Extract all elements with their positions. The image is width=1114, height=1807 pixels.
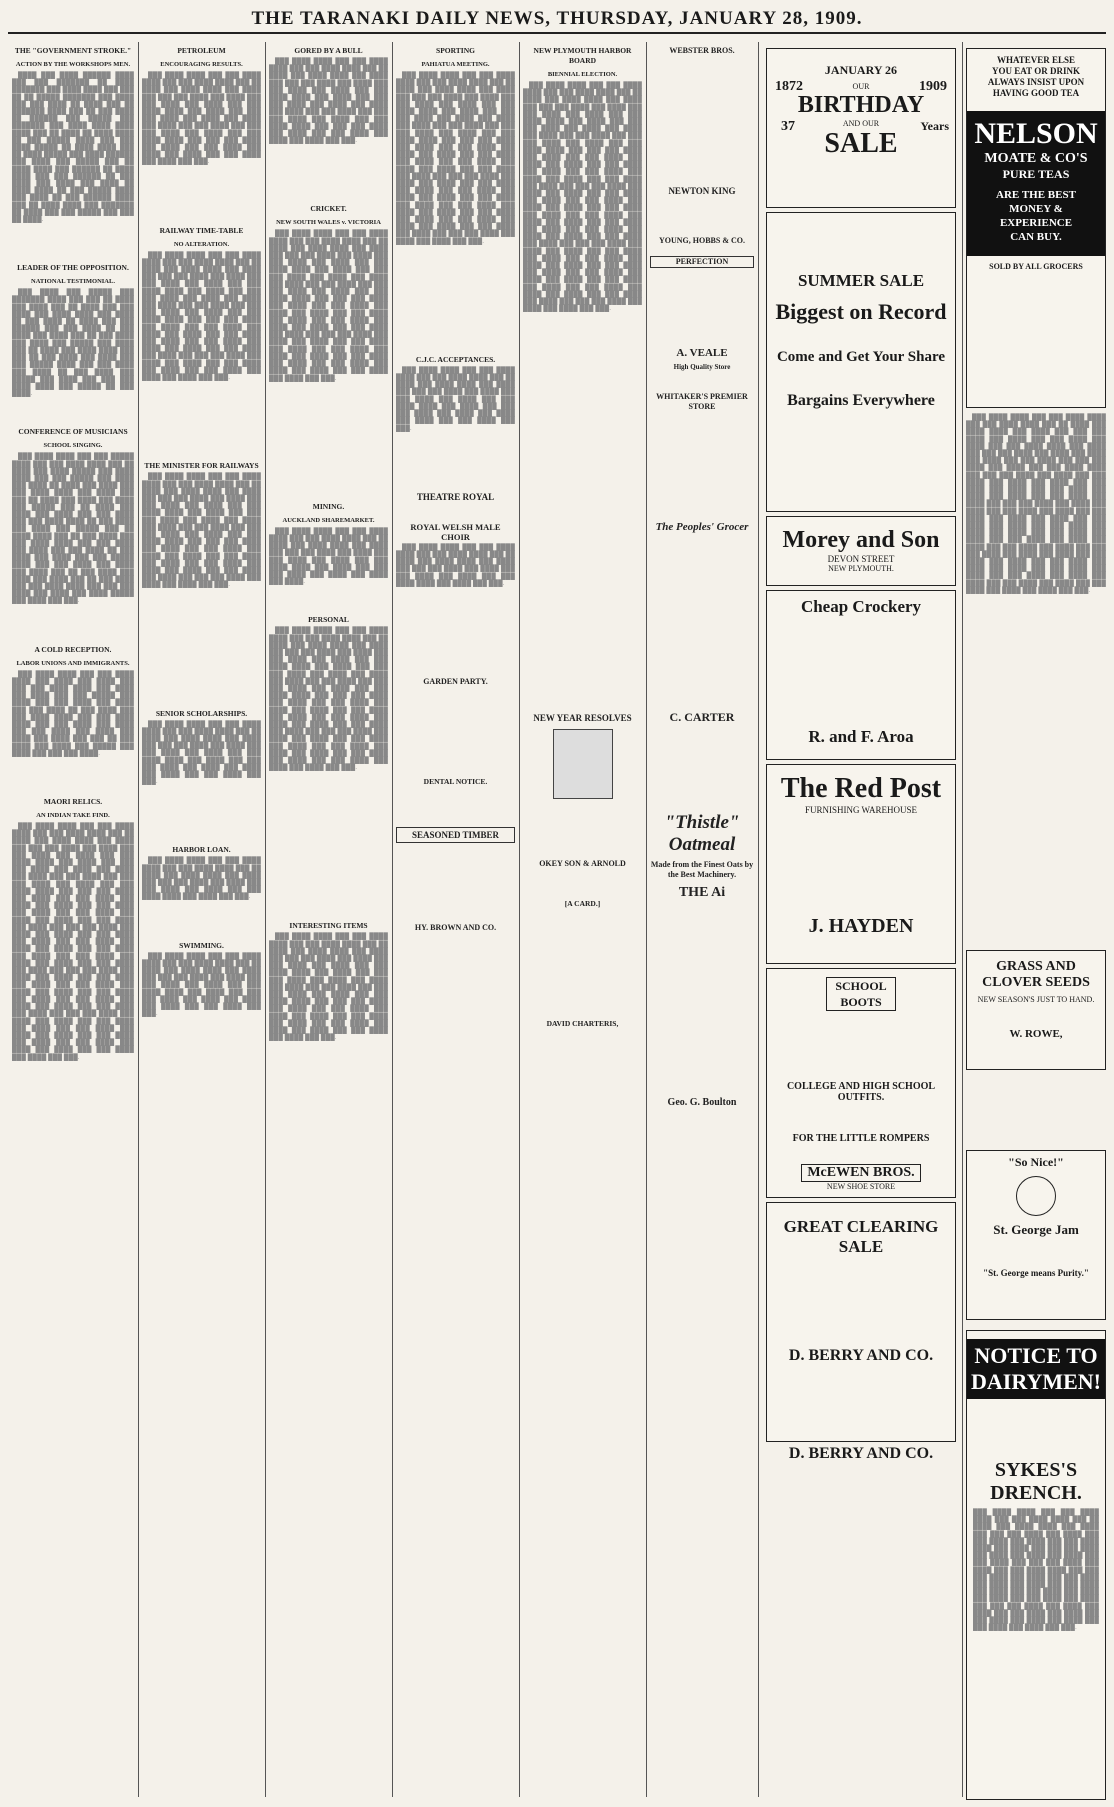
column-rule	[392, 42, 393, 1797]
article-heading: THE MINISTER FOR RAILWAYS	[144, 461, 259, 471]
birthday-our: OUR	[852, 82, 870, 91]
red-post-ad	[766, 764, 956, 964]
article-heading: NEW PLYMOUTH HARBOR BOARD	[533, 46, 632, 65]
summer-title: SUMMER SALE	[797, 271, 925, 290]
redpost-sub: FURNISHING WAREHOUSE	[804, 805, 918, 815]
crockery-title: Cheap Crockery	[800, 597, 922, 616]
mcewen-title: McEWEN BROS.	[801, 1164, 921, 1182]
young-ad: YOUNG, HOBBS & CO.	[658, 236, 745, 245]
timber-firm: HY. BROWN AND CO.	[414, 922, 497, 932]
crockery-ad	[766, 590, 956, 760]
article-heading: C.J.C. ACCEPTANCES.	[415, 354, 496, 364]
thistle-ad: "Thistle" Oatmeal	[664, 812, 740, 855]
morey-sub: DEVON STREET	[827, 554, 895, 564]
jam-sub: "St. George means Purity."	[983, 1268, 1089, 1278]
article-body: ███ ████ ████ ███ ███ ████ ████ ███ ███ ████ ████ ███ ██ ████ ███ ████ ████ ███ ████ ███ ███ ███ ████ ███ ████ ███ ███ ████ ███ ████ ███ ███ ████ ████ ███ ████ ███ ███ ███ ████ ███ ████ ███ ████ ███ ████ ███ ███ ████ ███ ███ ███ ████ ███ ████ ███ ███ ████ ████ ███ ███ ███ ████ ███ ████ ███ ███ ████ ███ ████ ███ ████ ███ ███ ████ ███ ████ ███ ███.	[142, 72, 261, 166]
article-body: ████ ███ ████ ██████ ████ ███ ███ ███████ ██ ████ ███████ ███ ████ ████ ███ ███ ██ ██ █████ ███████ ███ ████ ███ ███ ████ ██ ████ ███ ██ ███████ ████ ███ ██ ███ ████ ██ ██████ ███ █████ ███ ███████ ███ ████ ████ ████ ████ ███ ██ ████ ██ ████ ████ ██ ███ █████ ████ ███ ███ ████ █████ ██ ████ ████ ███ ██ ████ █████ ███ ████ ██████ ███ ████ ███ █████ ███ ██ ████ ████ ███ ██████ ██ ████ ████ ███ ███ ██████ ██ ███ ████ ███ ████ ███ ████ ██ ████ ████ ██ ███ █████ ████ ███ ████ ██ ███ ██████ ████ ███ ██ ████ ████ ███ ███████ ██ ████ ███ ███ █████ ███ ███ ██ ████.	[12, 72, 134, 224]
article-heading: INTERESTING ITEMS	[289, 921, 368, 931]
rowe-title: W. ROWE,	[1009, 1028, 1063, 1040]
year-left-1: 1872	[775, 79, 803, 94]
article-heading: RAILWAY TIME-TABLE	[159, 225, 244, 235]
grocers-text: SOLD BY ALL GROCERS	[989, 262, 1083, 271]
article-body: ███ ████ ████ ███ ███ ████ ████ ███ ███ ████ ████ ███ ██ ████ ███ ████ ████ ███ ████ ███ ███ ███ ████ ███ ████ ███ ███ ████ ███ ████ ███ ███ ████ ████ ███ ████ ███ ███ ███ ████ ███ ████ ███ ████ ███ ████ ███ ███ ████ ███ ███ ███ ████ ███ ████ ███ ███ ████ ████ ███ ███ ███ ████ ███ ████ ███ ███ ████ ███ ████ ███ ████ ███ ███ ████ ███ ████ ███ ███ ████ ███ ████ ███ ████ ███ ███ ████ ███ ████ ███ ███ ███ ████ ███ ████ ███ ████ ███ ███ ████ ███ ████ ███ ███ ████ ███ ████ ███ ████ ███ ███ ████ ███ ████ ███ ███ ████ ███ ████ ███ ████ ███ ███ ████ ███ ████ ███ ███ ████ ███ ████ ███ ████ ███ ███ ████ ███ ████ ███ ███ ███ ████ ███ ████ ███ ████ ███ ███.	[396, 72, 515, 245]
washing-machine-illustration	[553, 729, 613, 799]
pure-title: PURE TEAS	[1002, 167, 1070, 181]
article-subheading: PAHIATUA MEETING.	[421, 61, 490, 68]
grass-seeds-ad	[966, 950, 1106, 1070]
sykes-title: SYKES'S DRENCH.	[990, 1459, 1082, 1504]
newton-ad: NEWTON KING	[668, 186, 736, 196]
morey-title: Morey and Son	[782, 527, 940, 553]
article-subheading: NEW SOUTH WALES v. VICTORIA	[276, 219, 381, 227]
article-body: ███ ████ ████ ███ ███ ████ ████ ███ ███ ████ ████ ███ ██ ████ ███ ████ ████ ███ ████ ███ ███ ███ ████ ███ ████ ███ ███ ████ ███ ████ ███ ███ ████ ████ ███ ████ ███ ███ ███ ████ ███ ████ ███ ████ ███ ████ ███ ███ ████ ███ ███ ███ ████ ███ ████ ███ ███ ████ ████ ███ ███ ███ ████ ███ ████ ███ ███ ████ ███ ████ ███ ████ ███ ███ ████ ███ ████ ███ ███ ████ ███ ████ ███ ████ ███ ███ ████ ███ ████ ███ ███ ███ ████ ███ ████ ███ ████ ███ ███ ████ ███ ████ ███ ███ ████ ███ ████ ███ ████ ███ ███ ████ ███ ████ ███ ███ ████ ███ ████ ███ ████ ███ ███ ████ ███ ████ ███ ███.	[269, 230, 388, 382]
article-body: ███ ████ ████ ███ ███ ████ ████ ███ ███ ████ ████ ███ ██ ████ ███ ████ ████ ███ ████ ███ ███ ███ ████ ███ ████ ███ ███ ████ ███ ████ ███ ███ ████ ████ ███ ████ ███ ███ ███ ████ ███ ████ ███ ████ ███ ████ ███ ███ ████ ███ ███ ███ ████ ███ ████ ███ ███ ████ ████ ███ ███ ███ ████ ███ ████ ███ ███ ████ ███ ████ ███ ████ ███ ███ ████ ███ ████ ███ ███ ████ ███ ████ ███ ████ ███ ███ ████ ███ ████ ███ ███ ███ ████ ███ ████ ███ ████ ███ ███ ████ ███ ████ ███ ███ ████ ███ ████ ███ ████ ███ ███ ████ ███ ████ ███ ███ ████ ███ ████ ███ ████ ███ ███.	[269, 627, 388, 772]
article-body: ███ ████ ████ ███ ███ ████ ████ ███ ███ ████ ████ ███ ██ ████ ███ ████ ████ ███ ████ ███ ███ ███ ████ ███ ████ ███ ███ ████ ███ ████ ███ ███ ████ ████ ███ ████ ███ ███ ███ ████ ███ ████ ███ ████ ███ ████.	[269, 527, 388, 586]
veale-ad: A. VEALE	[676, 347, 728, 359]
grocer-ad: The Peoples' Grocer	[655, 521, 749, 533]
morey-ad	[766, 516, 956, 586]
masthead-rule	[8, 32, 1106, 34]
sale-title: SALE	[824, 128, 898, 159]
webster-ad: WEBSTER BROS.	[669, 46, 735, 55]
article-body: ███ ████ ████ ███ ███ █████ ████ ███ ███ ████ ████ ███ ██ ████ ███ ████ █████ ███ ████ ████ ███ ███ █████ ███ ████ ███ ████ ██ ████ ███ ████ ███ ███ ████ ████ ███ ████ ███ ███ ██ ████ ███ ████ ███ ████ ███ █████ ███ ██ ████ ███ ████ ███ ████ ███ ███ ████ ███ ███ ████ ████ ██ ███ ████ ███ ████ ███ █████ ███ ██ ████ ████ ███ ██ ███ ████ ███ ███ ████ ████ ███ ███ ████ ███ ████ ███ ███ ████ ██ ███ ████ ███ ████ ███ ███ █████ ████ ███ ███ ████ ███ ████ ███ ████ ███ ██ ███ ████ ███ ████ ███ ████ ███ ██ ███ ████ ███ ███ ████ ████ ███ ███ ███ ████ ███ ████ ███ ████ █████ ███ ████ ███ ███.	[12, 453, 134, 605]
signature: DAVID CHARTERIS,	[546, 1018, 619, 1028]
article-body: ███ ████ ████ ███ ███ ████ ████ ███ ███ ████ ████ ███ ██ ████ ███ ████ ████ ███ ████ ███ ███ ███ ████ ███ ████ ███ ███ ████ ███ ████ ███ ███ ████ ████ ███ ████ ███ ███ ███ ████ ███ ████ ███ ████ ███ ████ ███ ███ ████ ███ ███.	[396, 366, 515, 432]
year-left-2: 37	[781, 119, 795, 134]
boulton-ad: Geo. G. Boulton	[667, 1097, 737, 1108]
article-heading: GORED BY A BULL	[294, 46, 363, 55]
theatre-heading: THEATRE ROYAL	[416, 491, 495, 502]
article-heading: THE "GOVERNMENT STROKE."	[14, 46, 132, 55]
article-heading: SENIOR SCHOLARSHIPS.	[155, 708, 248, 718]
article-heading: CONFERENCE OF MUSICIANS	[18, 427, 128, 437]
column-4	[396, 42, 515, 1797]
romper-title: FOR THE LITTLE ROMPERS	[792, 1133, 930, 1144]
grass-title: GRASS AND CLOVER SEEDS	[982, 959, 1090, 990]
column-3	[269, 42, 388, 1797]
berry-title: D. BERRY AND CO.	[788, 1347, 934, 1364]
grass-sub: NEW SEASON'S JUST TO HAND.	[977, 995, 1095, 1004]
article-heading: PERSONAL	[308, 615, 349, 625]
carter-ad: C. CARTER	[669, 710, 735, 724]
bargains-title: Bargains Everywhere	[787, 392, 935, 409]
birthday-and: AND OUR	[842, 119, 880, 128]
article-body: ███ ████ ████ ███ ███ ████ ████ ███ ███ ████ ████ ███ ██ ████ ███ ████ ████ ███ ████ ███ ███ ███ ████ ███ ████ ███ ███ ████ ███ ████ ███ ███ ████ ████ ███ ████ ███ ███.	[142, 857, 261, 901]
article-subheading: AUCKLAND SHAREMARKET.	[282, 516, 375, 524]
dairymen-body: ███ ████ ████ ███ ███ ████ ████ ███ ███ ████ ████ ███ ██ ████ ███ ████ ████ ███ ████ ███ ███ ███ ████ ███ ████ ███ ███ ████ ███ ████ ███ ███ ████ ████ ███ ████ ███ ███ ███ ████ ███ ████ ███ ████ ███ ████ ███ ███ ████ ███ ███ ███ ████ ███ ████ ███ ███ ████ ████ ███ ███ ███ ████ ███ ████ ███ ███ ████ ███ ████ ███ ████ ███ ███ ████ ███ ████ ███ ███ ████ ███ ████ ███ ████ ███ ███ ████ ███ ████ ███ ███ ███ ████ ███ ████ ███ ████ ███ ███ ████ ███ ████ ███ ███ ████ ███ ████ ███ ████ ███ ███ ████ ███ ████ ███ ███.	[973, 1509, 1099, 1632]
boots-title: SCHOOL BOOTS	[826, 977, 896, 1011]
article-body: ███ ████ ████ ███ ███ ████ ████ ███ ███ ████ ████ ███ ██ ████ ███ ████ ████ ███ ████ ███ ███ ███ ████ ███ ████ ███ ███ ████ ███ ████ ███ ███ ████ ████ ███ ████ ███ ███ ███ ████ ███ ████ ███ ████ ███ ████ ███ ███ ████ ███ ███ ███ ████ ███ ████ ███ ███ ████ ████ ███ ███ ███ ████ ███ ████ ███ ███ ████ ███ ████ ███ ████ ███ ███ ████ ███ ████ ███ ███ ████ ███ ████ ███ ████ ███ ███ ████ ███ ████ ███ ███ ███ ████ ███ ████ ███ ████ ███ ███ ████ ███ ████ ███ ███ ████ ███ ████ ███ ████ ███ ███ ████ ███ ████ ███ ███ ████ ███ ████ ███ ████ ███ ███ ████ ███ ████ ███ ███ ████ ███ ████ ███ ████ ███ ███ ████ ███ ████ ███ ███ ███ ████ ███ ████ ███ ████ ███ ███ ████ ███ ████ ███ ███ ████ ███ ████ ███ ████ ███ ███ ████ ███ ████ ███ ███ ████ ███ ████ ███ ████ ███ ███ ████ ███ ████ ███ ███ ████ ███ ████ ███ ████ ███ ███ ████ ███ ████ ███ ███ ███ ████ ███ ████ ███ ████ ███ ███.	[523, 82, 642, 313]
article-body: ███ ████ ████ ███ ███ ████ ████ ███ ███ ████ ████ ███ ██ ████ ███ ████ ████ ███ ████ ███ ███ ███ ████ ███ ████ ███ ███ ████ ███ ████ ███ ███ ████ ████ ███ ████ ███ ███ ███ ████ ███ ████ ███ ████ ███ ████ ███ ███ ████ ███ ███ ███ ████ ███ ████ ███ ███ ████ ████ ███ ███ ███ ████ ███ ████ ███ ███ ████ ███ ████ ███ ████ ███ ███.	[269, 58, 388, 145]
article-subheading: ACTION BY THE WORKSHOPS MEN.	[15, 61, 131, 68]
article-heading: PETROLEUM	[177, 46, 226, 55]
column-rule	[519, 42, 520, 1797]
timber-heading: SEASONED TIMBER	[396, 827, 515, 843]
moate-title: MOATE & CO'S	[984, 151, 1088, 166]
clearing-sale-ad	[766, 1202, 956, 1462]
perfection-ad: PERFECTION	[650, 256, 754, 268]
article-subheading: BIENNIAL ELECTION.	[547, 71, 618, 78]
column-rule	[962, 42, 963, 1797]
whitaker-ad: WHITAKER'S PREMIER STORE	[656, 392, 748, 411]
card-heading: [A CARD.]	[564, 898, 601, 908]
resolves-heading: NEW YEAR RESOLVES	[533, 712, 632, 723]
article-body: ███ ████ ████ ███ ███ ████ ████ ███ ███ ████ ████ ███ ██ ████ ███ ████ ████ ███ ████ ███ ███ ███ ████ ███ ████ ███ ███ ████ ███ ████ ███ ███ ████ ████ ███ ████ ███ ███.	[396, 543, 515, 587]
column-5	[523, 42, 642, 1797]
dairymen-ad	[966, 1330, 1106, 1800]
column-1	[12, 42, 134, 1797]
article-heading: SPORTING	[436, 46, 475, 55]
article-subheading: NO ALTERATION.	[173, 240, 230, 248]
article-body: ███ ████ ████ ███ ███ ████ ████ ███ ███ ████ ████ ███ ██ ████ ███ ████ ████ ███ ████ ███ ███ ███ ████ ███ ████ ███ ███ ████ ███ ████ ███ ███ ████ ████ ███ ████ ███ ███ ███ ████ ███ ████ ███ ████ ███ ████ ███ ███ ████ ███ ███ ███ ████ ███ ████ ███ ███ ████ ████ ███ ███ ███ ████ ███ ████ ███ ███ ████ ███ ████ ███ ████ ███ ███ ████ ███ ████ ███ ███ ████ ███ ████ ███ ████ ███ ███ ████ ███ ████ ███ ███.	[269, 933, 388, 1042]
clearing-title: GREAT CLEARING SALE	[783, 1217, 939, 1256]
jam-title: St. George Jam	[993, 1222, 1079, 1237]
article-heading: CRICKET.	[310, 204, 347, 214]
summer-sale-ad	[766, 212, 956, 512]
article-heading: HARBOR LOAN.	[172, 845, 231, 855]
article-body: ███ ████ ███ █████ ███ ███████ ████ ███ ███ ██ ████ ███ ████ ███ ██ ████ ███ ███ ████ ███ ████ ████ ███ ████ ██ ███ ████ ██ ████ ███ ███ ██████ ███ ███ ████ ██ ███ ████ ███ ████ ███ ██ ███ ████ ███ ████ ███ █████ ███ ████ ███ ██ ████ ███ ████ ████ ███ ███ ██ ███ ████ ███ ████ ███ ███ █████ ████ ███ ███ ████ ███ ████ ██ ███ ████ ███ █████ ███ ████ ███ ███ ███ ████ ████ ███ █████ ██ ███ ████.	[12, 289, 134, 398]
birthday-title: BIRTHDAY	[797, 92, 925, 118]
article-heading: SWIMMING.	[179, 940, 224, 950]
garden-heading: GARDEN PARTY.	[423, 676, 488, 686]
article-body: ███ ████ ████ ███ ███ ████ ████ ███ ███ ████ ████ ███ ██ ████ ███ ████ ████ ███ ████ ███ ███ ███ ████ ███ ████ ███ ███ ████ ███ ████ ███ ███ ████ ████ ███ ████ ███ ███ ███ ████ ███ ████ ███ ████ ███ ████ ███ ███ ████ ███ ███ ███ ████ ███ ████ ███ ███ ████ ████ ███ ███ ███ ████ ███ ████ ███ ███ ████ ███ ████ ███ ████ ███ ███ ████ ███ ████ ███ ███ ████ ███ ████ ███ ████ ███ ███ ████ ███ ████ ███ ███ ███ ████ ███ ████ ███ ████ ███ ███ ████ ███ ████ ███ ███ ████ ███ ████ ███ ████ ███ ███ ████ ███ ████ ███ ███ ████ ███ ████ ███ ████ ███ ███ ████ ███ ████ ███ ███ ███ ████ ███ ████ ███ ████ ███ ███ ████ ███ ████ ███ ███ ████ ███ ████ ███ ████ ███ ███ ████ ███ ████ ███ ███ ████ ███ ████ ███ ████ ███ ███ ████ ███ ████ ███ ███ ███ ████ ███ ████ ███ ████ ███ ███ ████ ███ ████ ███ ███ ████ ███ ████ ███ ████ ███ ███ ████ ███ ████ ███ ███ ████ ███ ████ ███ ████ ███ ███ ████ ███ ████ ███ ███.	[12, 823, 134, 1061]
mcewen-sub: NEW SHOE STORE	[826, 1182, 896, 1191]
column-rule	[138, 42, 139, 1797]
article-subheading: SCHOOL SINGING.	[43, 442, 103, 450]
classifieds	[966, 414, 1106, 694]
article-body: ███ ████ ████ ███ ███ ████ ████ ███ ███ ████ ████ ███ ██ ████ ███ ████ ████ ███ ████ ███ ███ ███ ████ ███ ████ ███ ███ ████ ███ ████ ███ ███ ████ ████ ███ ████ ███ ███ ███ ████ ███ ████ ███ ████ ███ ████ ███ ███ ████ ███ ███ ███ ████ ███ ████ ███ ███ ████ ████ ███ ███ ███ ████ ███ ████ ███ ███ ████ ███ ████ ███ ████ ███ ███ ████ ███ ████ ███ ███ ████ ███ ████ ███ ████ ███ ███ ████ ███ ████ ███ ███ ███ ████ ███ ████ ███ ████ ███ ███.	[142, 473, 261, 589]
column-6	[650, 42, 754, 1797]
article-subheading: NATIONAL TESTIMONIAL.	[31, 278, 115, 286]
dental-heading: DENTAL NOTICE.	[423, 776, 488, 786]
choir-heading: ROYAL WELSH MALE CHOIR	[410, 521, 501, 542]
come-title: Come and Get Your Share	[776, 349, 946, 365]
article-heading: LEADER OF THE OPPOSITION.	[17, 263, 129, 273]
nelson-tea-ad	[966, 48, 1106, 408]
article-subheading: ENCOURAGING RESULTS.	[160, 61, 243, 68]
firm-name: OKEY SON & ARNOLD	[539, 858, 626, 868]
jam-ad	[966, 1150, 1106, 1320]
column-rule	[646, 42, 647, 1797]
article-heading: A COLD RECEPTION.	[34, 644, 112, 654]
article-heading: MINING.	[312, 501, 345, 511]
masthead: THE TARANAKI DAILY NEWS, THURSDAY, JANUARY 28, 1909.	[251, 8, 863, 29]
berry-title-2: D. BERRY AND CO.	[788, 1445, 934, 1462]
column-rule	[265, 42, 266, 1797]
finest-oats: Made from the Finest Oats by the Best Machinery.	[650, 860, 754, 879]
nice-title: "So Nice!"	[1008, 1155, 1064, 1169]
year-right-1: 1909	[919, 79, 947, 94]
nelson-title: NELSON	[974, 117, 1098, 150]
nelson-banner	[967, 111, 1105, 256]
college-title: COLLEGE AND HIGH SCHOOL OUTFITS.	[786, 1081, 936, 1103]
hayden-title: J. HAYDEN	[808, 915, 914, 937]
classified-body: ███ ████ ████ ███ ███ ████ ████ ███ ███ ████ ████ ███ ██ ████ ███ ████ ████ ███ ████ ███ ███ ███ ████ ███ ████ ███ ███ ████ ███ ████ ███ ███ ████ ████ ███ ████ ███ ███ ███ ████ ███ ████ ███ ████ ███ ████ ███ ███ ████ ███ ███ ███ ████ ███ ████ ███ ███ ████ ████ ███ ███ ███ ████ ███ ████ ███ ███ ████ ███ ████ ███ ████ ███ ███ ████ ███ ████ ███ ███ ████ ███ ████ ███ ████ ███ ███ ████ ███ ████ ███ ███ ███ ████ ███ ████ ███ ████ ███ ███ ████ ███ ████ ███ ███ ████ ███ ████ ███ ████ ███ ███ ████ ███ ████ ███ ███ ████ ███ ████ ███ ████ ███ ███ ████ ███ ████ ███ ███ ████ ███ ████ ███ ████ ███ ███ ████ ███ ████ ███ ███ ███ ████ ███ ████ ███ ████ ███ ███ ████ ███ ████ ███ ███ ████ ███ ████ ███ ████ ███ ███ ████ ███ ████ ███ ███ ████ ███ ████ ███ ████ ███ ███ ████ ███ ████ ███ ███ ████ ███ ████ ███ ████ ███ ███.	[966, 414, 1106, 594]
column-2	[142, 42, 261, 1797]
jam-jar-illustration	[1016, 1176, 1056, 1216]
best-text: ARE THE BEST MONEY & EXPERIENCE CAN BUY.	[996, 189, 1076, 243]
dairymen-title: NOTICE TO DAIRYMEN!	[967, 1339, 1105, 1399]
morey-city: NEW PLYMOUTH.	[828, 564, 894, 573]
redpost-title: The Red Post	[780, 773, 942, 804]
birthday-sale-ad	[766, 48, 956, 208]
article-body: ███ ████ ████ ███ ███ ████ ████ ███ ███ ████ ████ ███ ██ ████ ███ ████ ████ ███ ████ ███ ███ ███ ████ ███ ████ ███ ███ ████ ███ ████ ███ ███ ████ ████ ███ ████ ███ ███ ███ ████ ███ ████ ███ ████ ███ ████ ███ ███ ████ ███ ███.	[142, 720, 261, 786]
column-rule	[758, 42, 759, 1797]
article-heading: MAORI RELICS.	[43, 797, 103, 807]
article-body: ███ ████ ████ ███ ███ ████ ████ ███ ███ ████ ████ ███ ██ ████ ███ ████ ████ ███ ████ ███ ███ ███ ████ ███ ████ ███ ███ ████ ███ ████ ███ ███ ████ ████ ███ ████ ███ ███ ███ ████ ███ ████ ███ ████ ███ ████ ███ ███ ████ ███ ███ ███ ████ ███ ████ ███ ███ ████ ████ ███ ███ ███ ████ ███ ████ ███ ███ ████ ███ ████ ███ ████ ███ ███ ████ ███ ████ ███ ███ ████ ███ ████ ███ ████ ███ ███ ████ ███ ████ ███ ███ ███ ████ ███ ████ ███ ████ ███ ███ ████ ███ ████ ███ ███ ████ ███ ████ ███ ████ ███ ███.	[142, 251, 261, 382]
school-boots-ad	[766, 968, 956, 1198]
whatever-text: WHATEVER ELSE YOU EAT OR DRINK ALWAYS INSIST UPON HAVING GOOD TEA	[987, 55, 1085, 98]
ai-ad: THE Ai	[678, 885, 726, 900]
article-subheading: LABOR UNIONS AND IMMIGRANTS.	[16, 659, 130, 667]
biggest-title: Biggest on Record	[775, 299, 947, 324]
article-subheading: AN INDIAN TAKE FIND.	[36, 812, 110, 820]
birthday-date: JANUARY 26	[824, 63, 898, 77]
veale-sub: High Quality Store	[673, 363, 731, 371]
article-body: ███ ████ ████ ███ ███ ████ ████ ███ ███ ████ ████ ███ ██ ████ ███ ████ ████ ███ ████ ███ ███ ███ ████ ███ ████ ███ ███ ████ ███ ████ ███ ███ ████ ████ ███ ████ ███ ███ ███ ████ ███ ████ ███ ████ ███ ████ ███ ███ ████ ███ ███.	[142, 952, 261, 1018]
year-right-2: Years	[920, 119, 949, 133]
aroa-title: R. and F. Aroa	[808, 727, 914, 746]
article-body: ███ ████ ████ ███ ███ ████ ████ ███ ████ ███ ████ ███ ███ ███ ████ ████ ███ ████ ███ ████ ███ ███ █████ ███ ████ ███ ███ ████ ███ ████ ███ ███ ████ ██ ███ ████ ███ ███ ████ ████ ███ ███ ████ ████ ███ ███ ████ ███ ████ ███ ███ ████ ███ ████ ███ ████ ███ ████ ███ ███ ██ ███ ████ ███ ████ ███ █████ ███ ████ ███ ███ ███ ████.	[12, 670, 134, 757]
